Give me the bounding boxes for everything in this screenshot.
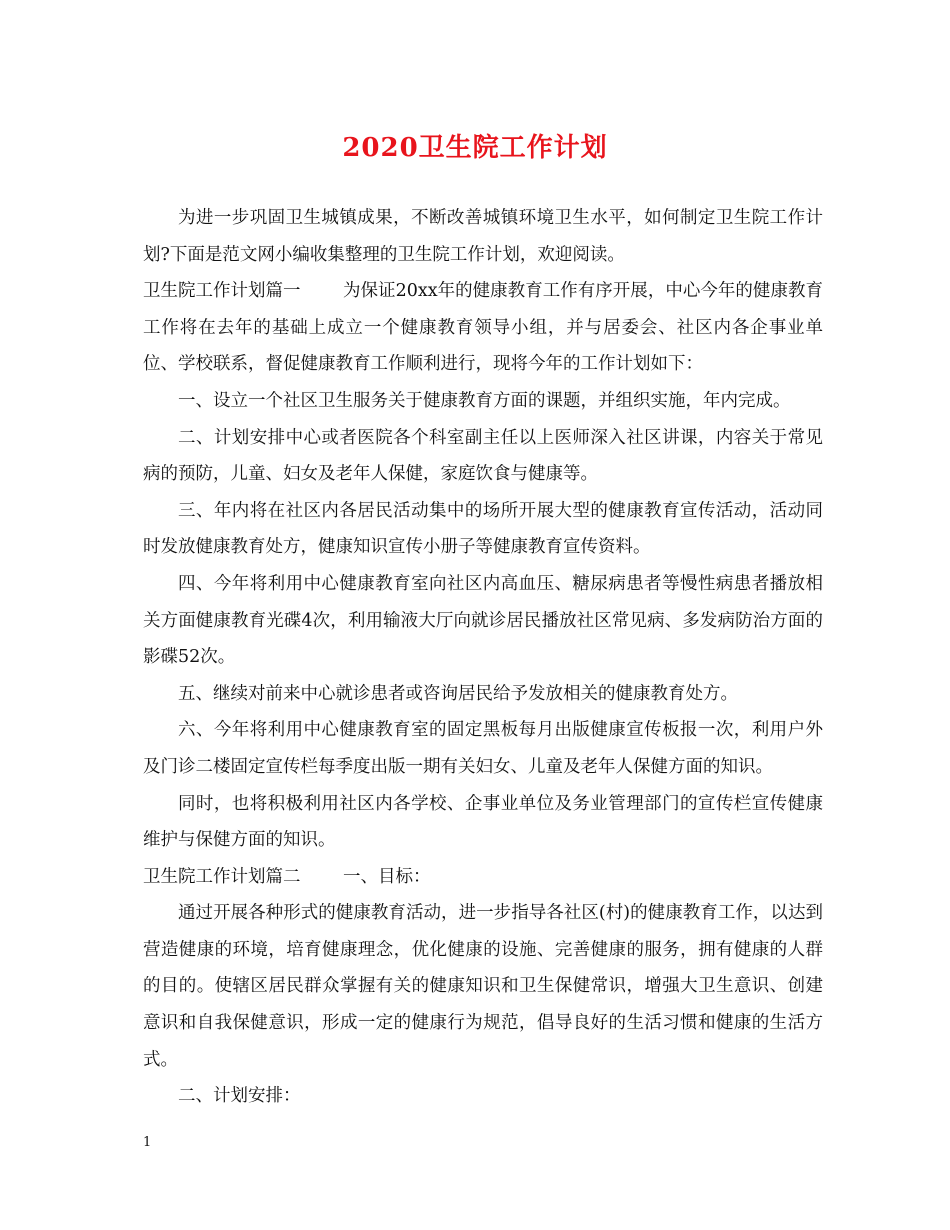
- section1-heading: [143, 273, 823, 383]
- section1-item-4: 四、今年将利用中心健康教育室向社区内高血压、糖尿病患者等慢性病患者播放相关方面健康教育光碟4次，利用输液大厅向就诊居民播放社区常见病、多发病防治方面的影碟52次。: [143, 573, 823, 668]
- section1-item-7: 同时，也将积极利用社区内各学校、企事业单位及务业管理部门的宣传栏宣传健康维护与保健方面的知识。: [143, 793, 823, 851]
- section2-item-2: 二、计划安排：: [178, 1086, 301, 1107]
- section2-item-1: 通过开展各种形式的健康教育活动，进一步指导各社区(村)的健康教育工作，以达到营造健康的环境，培育健康理念，优化健康的设施、完善健康的服务，拥有健康的人群的目的。使辖区居民群众掌握有关的健康知识和卫生保健常识，增强大卫生意识、创建意识和自我保健意识，形成一定的健康行为规范，倡导良好的生活习惯和健康的生活方式。: [143, 903, 823, 1070]
- section1-item-5: 五、继续对前来中心就诊患者或咨询居民给予发放相关的健康教育处方。: [178, 683, 738, 704]
- section1-lead: 为保证20xx年的健康教育工作有序开展，中心今年的健康教育工作将在去年的基础上成立一个健康教育领导小组，并与居委会、社区内各企事业单位、学校联系，督促健康教育工作顺利进行，现将今年的工作计划如下：: [143, 281, 823, 375]
- section1-item-1: 一、设立一个社区卫生服务关于健康教育方面的课题，并组织实施，年内完成。: [178, 390, 791, 411]
- section1-item-2: 二、计划安排中心或者医院各个科室副主任以上医师深入社区讲课，内容关于常见病的预防，儿童、妇女及老年人保健，家庭饮食与健康等。: [143, 427, 823, 485]
- section1-item-6: 六、今年将利用中心健康教育室的固定黑板每月出版健康宣传板报一次，利用户外及门诊二楼固定宣传栏每季度出版一期有关妇女、儿童及老年人保健方面的知识。: [143, 720, 823, 777]
- intro-paragraph: 为进一步巩固卫生城镇成果，不断改善城镇环境卫生水平，如何制定卫生院工作计划?下面是范文网小编收集整理的卫生院工作计划，欢迎阅读。: [143, 208, 823, 265]
- section2-label: 卫生院工作计划篇二: [143, 866, 301, 887]
- document-title: 2020卫生院工作计划: [342, 133, 608, 163]
- page-number: 1: [143, 1135, 152, 1150]
- section1-label: 卫生院工作计划篇一: [143, 281, 301, 302]
- section1-item-3: 三、年内将在社区内各居民活动集中的场所开展大型的健康教育宣传活动，活动同时发放健康教育处方，健康知识宣传小册子等健康教育宣传资料。: [143, 500, 823, 558]
- section2-lead: 一、目标：: [343, 866, 431, 887]
- section2-heading: [143, 859, 823, 896]
- document-body: [143, 200, 823, 1115]
